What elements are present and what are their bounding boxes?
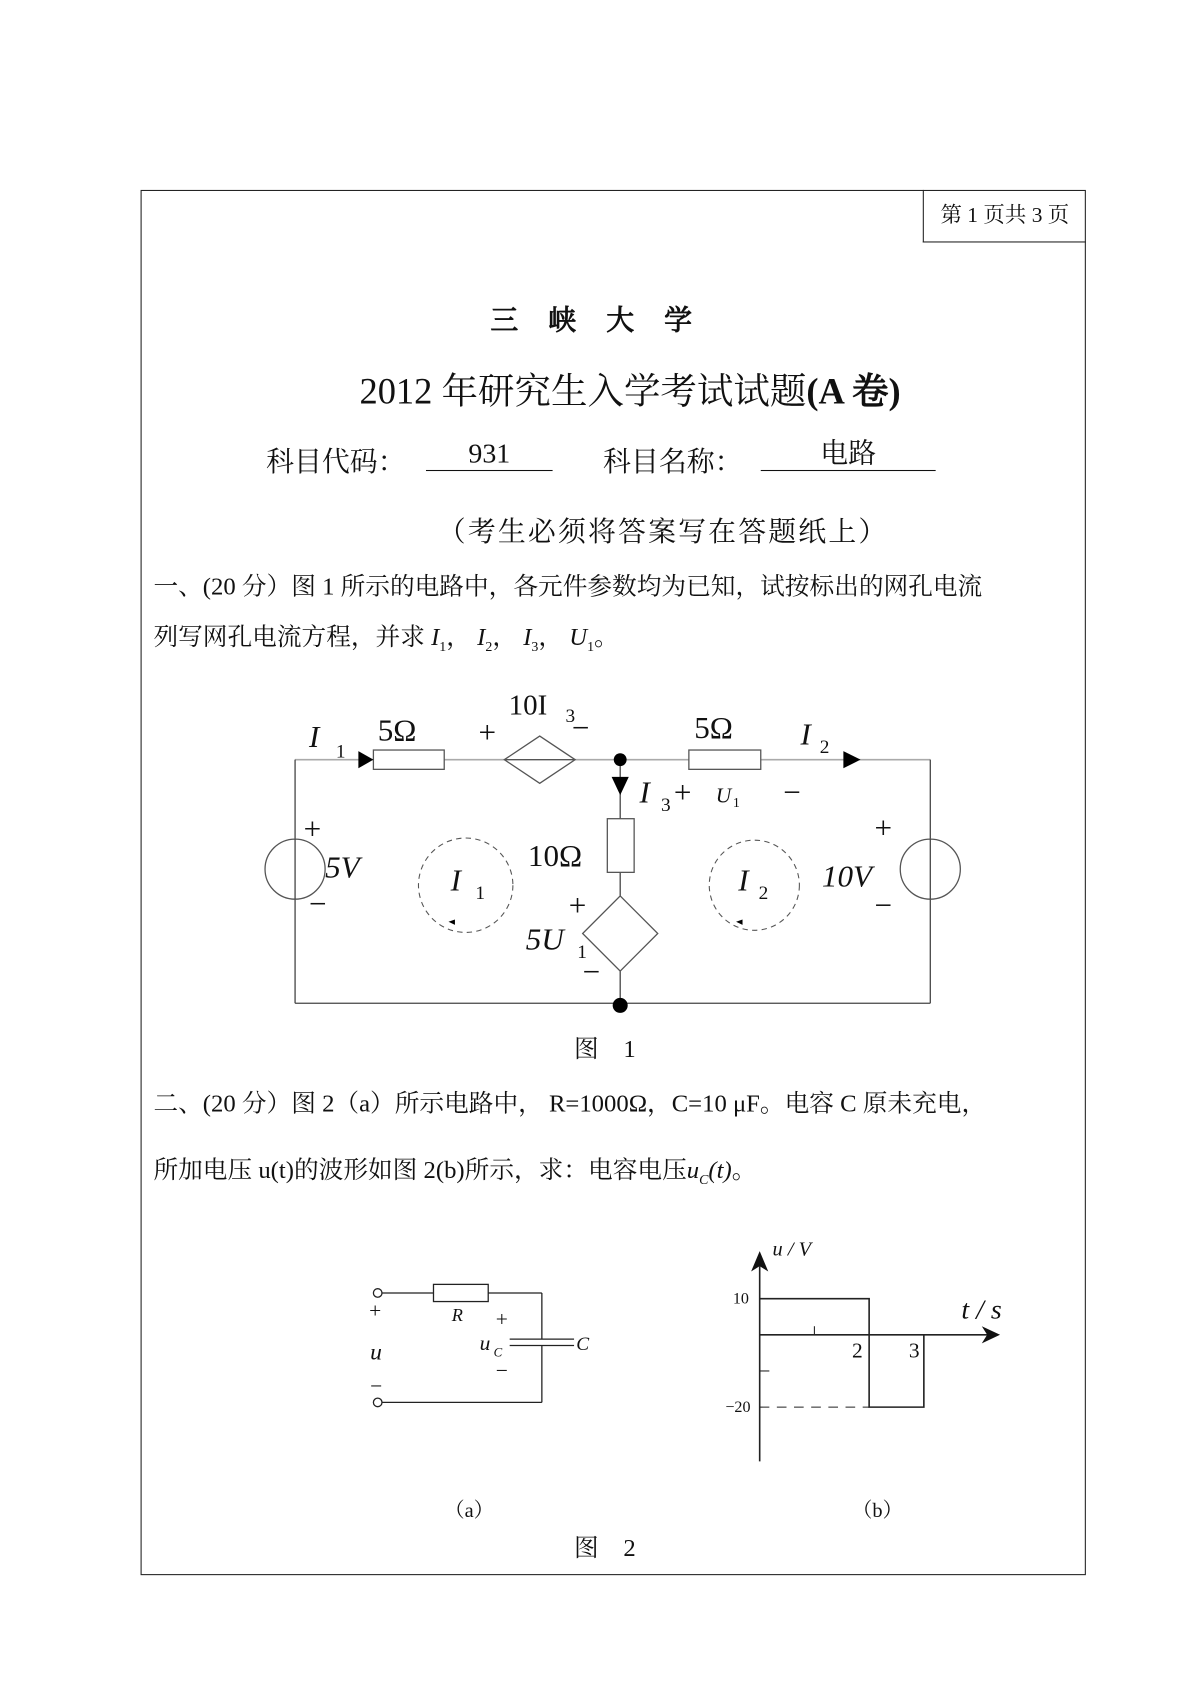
end: 。 xyxy=(731,1156,757,1184)
ytick-label: −20 xyxy=(725,1399,751,1417)
sub: C xyxy=(699,1171,709,1188)
figure-1-caption: 图 1 xyxy=(574,1035,636,1063)
label-i3: I xyxy=(639,774,650,810)
page-indicator: 第 1 页共 3 页 xyxy=(923,190,1086,243)
figure-2b-caption: （b） xyxy=(851,1500,903,1523)
ccvs-minus: − xyxy=(571,710,590,746)
v1-plus: + xyxy=(303,811,322,847)
q2-line1: 二、(20 分）图 2（a）所示电路中， R=1000Ω，C=10 μF。电容 C 原未充电， xyxy=(153,1090,987,1117)
label-i1: I xyxy=(309,718,320,754)
label-ccvs: 10I xyxy=(508,689,548,722)
sub: 3 xyxy=(660,795,671,817)
label-u1: U xyxy=(715,783,732,808)
instruction: （考生必须将答案写在答题纸上） xyxy=(437,516,889,548)
exam-variant: (A 卷) xyxy=(806,372,901,413)
exam-title-text: 2012 年研究生入学考试试题 xyxy=(359,372,807,413)
x-axis-label: t / s xyxy=(961,1294,1002,1326)
figure-2a-caption: （a） xyxy=(444,1500,495,1523)
ccvs-plus: + xyxy=(478,714,497,750)
vcvs-plus: + xyxy=(568,887,587,923)
v1-minus: − xyxy=(309,886,327,922)
waveform-line xyxy=(760,1299,924,1407)
mesh-label-i2: I xyxy=(738,862,749,898)
sub: 1 xyxy=(587,637,595,655)
sub: 3 xyxy=(531,637,539,655)
u-plus: + xyxy=(369,1298,382,1323)
var: I xyxy=(477,623,486,651)
sub: 3 xyxy=(565,706,576,728)
uc: u xyxy=(686,1156,700,1184)
sep: ， xyxy=(492,623,518,651)
subject-name-label: 科目名称： xyxy=(603,446,743,478)
y-axis-label: u / V xyxy=(772,1238,812,1261)
sub: 1 xyxy=(732,795,740,811)
sub: 2 xyxy=(819,737,830,759)
xtick-label: 3 xyxy=(908,1338,920,1363)
q1-line1: 一、(20 分）图 1 所示的电路中，各元件参数均为已知，试按标出的网孔电流 xyxy=(153,572,983,600)
label-r2: 5Ω xyxy=(694,710,733,746)
sep: ， xyxy=(446,623,471,651)
uc-minus: − xyxy=(495,1358,508,1383)
sub: 2 xyxy=(758,883,769,905)
end: 。 xyxy=(594,623,619,651)
subject-code-label: 科目代码： xyxy=(266,446,406,478)
u-minus: − xyxy=(370,1373,383,1398)
uc-plus: + xyxy=(495,1307,508,1332)
var: I xyxy=(523,623,532,651)
u1-plus: + xyxy=(673,774,692,810)
q2-text: 所加电压 u(t)的波形如图 2(b)所示，求：电容电压 xyxy=(153,1156,687,1184)
mesh-label-i1: I xyxy=(450,862,462,898)
vcvs-minus: − xyxy=(582,953,601,989)
figure-2-caption: 图 2 xyxy=(574,1534,636,1562)
uc-arg: (t) xyxy=(708,1156,732,1184)
university-name: 三峡大学 xyxy=(490,304,723,336)
xtick-label: 2 xyxy=(851,1338,863,1363)
sub: 2 xyxy=(485,637,493,655)
v2-minus: − xyxy=(874,887,893,923)
label-uc: u xyxy=(479,1330,491,1355)
label-5v: 5V xyxy=(325,849,360,885)
ytick-label: 10 xyxy=(732,1290,749,1308)
label-r1: 5Ω xyxy=(377,712,417,748)
subject-code: 931 xyxy=(426,438,553,471)
v2-plus: + xyxy=(874,810,893,846)
sub: 1 xyxy=(577,942,587,964)
sub: C xyxy=(493,1345,503,1360)
var: I xyxy=(431,623,440,651)
subject-name: 电路 xyxy=(761,438,936,471)
label-r3: 10Ω xyxy=(527,837,583,873)
q1-text: 列写网孔电流方程，并求 xyxy=(153,623,425,651)
sep: ， xyxy=(538,623,564,651)
label-r: R xyxy=(451,1304,463,1325)
sub: 1 xyxy=(335,741,346,763)
u1-minus: − xyxy=(783,774,801,810)
label-u: u xyxy=(370,1339,382,1366)
label-c: C xyxy=(576,1333,590,1355)
label-vcvs: 5U xyxy=(525,921,564,957)
label-i2: I xyxy=(800,716,811,752)
var: U xyxy=(569,623,588,651)
sub: 1 xyxy=(439,637,447,655)
sub: 1 xyxy=(475,883,485,905)
label-10v: 10V xyxy=(821,858,873,894)
